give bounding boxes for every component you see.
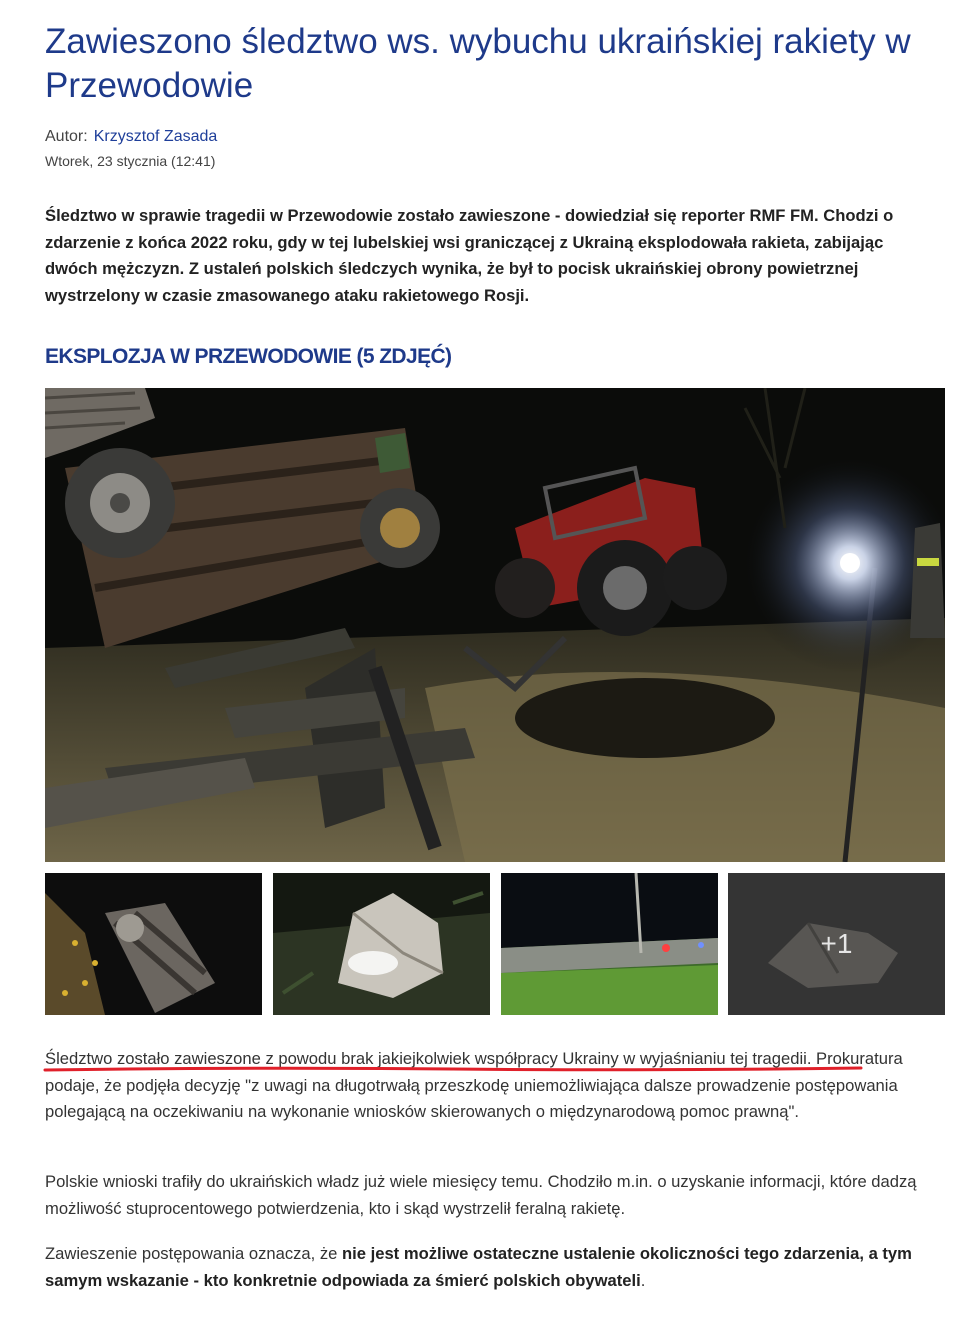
more-photos-count[interactable]: +1 (728, 873, 945, 1015)
author-link[interactable]: Krzysztof Zasada (93, 128, 218, 145)
red-underline-mark (43, 1066, 863, 1072)
gallery-thumbnail-3[interactable] (501, 873, 718, 1015)
explosion-scene-image (45, 388, 945, 862)
author-label: Autor: (45, 128, 88, 145)
article-paragraph-1 (45, 1046, 935, 1126)
gallery-main-photo[interactable] (45, 388, 945, 862)
article-paragraph-2: Polskie wnioski trafiły do ukraińskich władz już wiele miesięcy temu. Chodziło m.in. o uzyskanie informacji, które dadzą możliwość stuprocentowego potwierdzenia, kto i skąd wystrzelił feralną rakietę. (45, 1172, 917, 1218)
author-row (45, 128, 217, 146)
thumbnail-1-image (45, 873, 262, 1015)
thumbnail-3-image (501, 873, 718, 1015)
gallery-title[interactable]: EKSPLOZJA W PRZEWODOWIE (5 ZDJĘĆ) (45, 345, 452, 368)
article-lead: Śledztwo w sprawie tragedii w Przewodowie zostało zawieszone - dowiedział się reporter RMF FM. Chodzi o zdarzenie z końca 2022 roku, gdy w tej lubelskiej wsi graniczącej z Ukrainą eksplodowała rakieta, zabijając dwóch mężczyzn. Z ustaleń polskich śledczych wynika, że był to pocisk ukraińskiej obrony powietrznej wystrzelony w czasie zmasowanego ataku rakietowego Rosji. (45, 206, 894, 305)
gallery-thumbnail-2[interactable] (273, 873, 490, 1015)
article-title: Zawieszono śledztwo ws. wybuchu ukraińskiej rakiety w Przewodowie (45, 22, 911, 105)
paragraph-3-start: Zawieszenie postępowania oznacza, że (45, 1244, 343, 1263)
publish-date: Wtorek, 23 stycznia (12:41) (45, 153, 216, 169)
article-paragraph-3 (45, 1241, 935, 1294)
paragraph-3-bold: nie jest możliwe ostateczne ustalenie okoliczności tego zdarzenia, a tym samym wskazanie - kto konkretnie odpowiada za śmierć polskich obywateli (45, 1244, 912, 1290)
gallery-thumbnail-4-more[interactable] (728, 873, 945, 1015)
thumbnail-2-image (273, 873, 490, 1015)
gallery-thumbnail-1[interactable] (45, 873, 262, 1015)
highlighted-sentence: Śledztwo zostało zawieszone z powodu brak jakiejkolwiek współpracy Ukrainy w wyjaśnianiu tej tragedii. (45, 1049, 812, 1068)
paragraph-3-end: . (640, 1270, 646, 1290)
paragraph-1-rest: Prokuratura podaje, że podjęła decyzję "z uwagi na długotrwałą przeszkodę uniemożliwiająca dalsze prowadzenie postępowania polegającą na oczekiwaniu na wykonanie wniosków skierowanych o międzynarodową pomoc prawną". (45, 1049, 903, 1121)
